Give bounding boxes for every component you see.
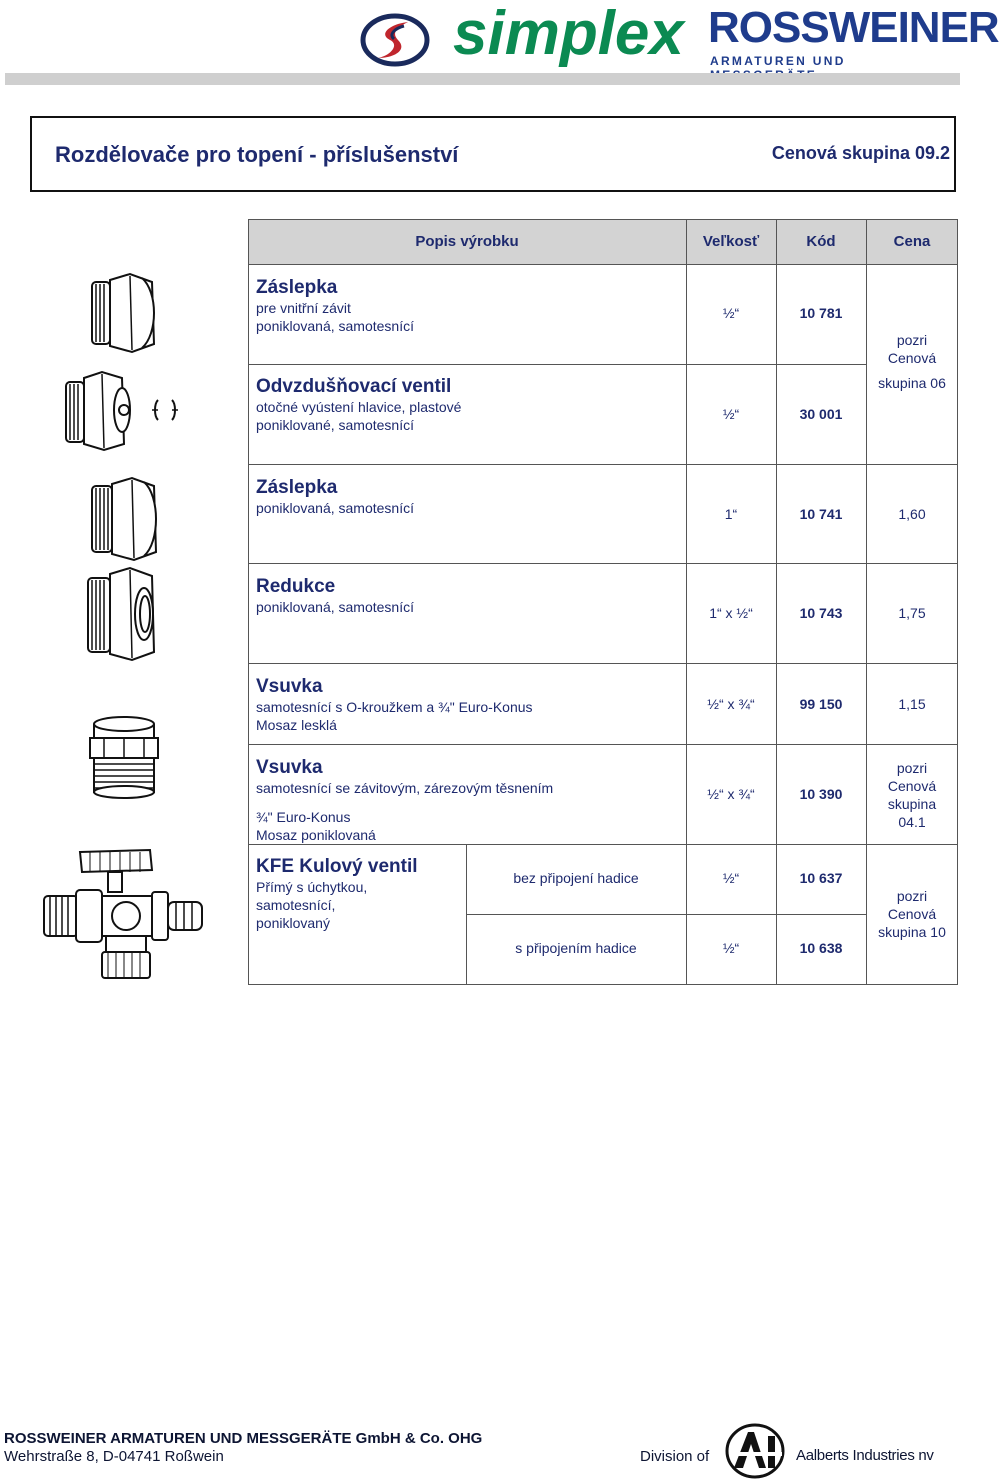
variant-label: bez připojení hadice bbox=[513, 870, 639, 886]
price-ref-line: pozri bbox=[896, 888, 928, 904]
ball-valve-illustration bbox=[40, 846, 206, 982]
product-name: Záslepka bbox=[256, 477, 338, 498]
product-size: 1“ bbox=[724, 506, 738, 522]
product-price: 1,15 bbox=[898, 696, 926, 712]
header-size: Veľkosť bbox=[702, 233, 760, 250]
product-desc: pre vnitřní závit bbox=[256, 300, 351, 316]
product-code: 10 781 bbox=[799, 305, 843, 321]
header-description: Popis výrobku bbox=[415, 233, 519, 250]
nipple-fitting-illustration bbox=[84, 714, 164, 800]
product-code: 10 741 bbox=[799, 506, 843, 522]
product-name: Odvzdušňovací ventil bbox=[256, 376, 452, 397]
header-code: Kód bbox=[806, 233, 836, 250]
product-desc: samotesnící s O-kroužkem a ¾" Euro-Konus bbox=[256, 699, 533, 715]
grid-line bbox=[248, 264, 958, 265]
header-rule bbox=[5, 73, 960, 85]
product-name: KFE Kulový ventil bbox=[256, 856, 418, 877]
grid-line bbox=[466, 844, 467, 985]
price-ref-line: skupina 06 bbox=[878, 375, 946, 391]
grid-line bbox=[248, 219, 249, 985]
product-size: ½“ x ¾“ bbox=[707, 786, 755, 802]
product-size: ½“ x ¾“ bbox=[707, 696, 755, 712]
price-ref-line: 04.1 bbox=[898, 814, 926, 830]
price-ref-line: skupina bbox=[887, 796, 937, 812]
page-title: Rozdělovače pro topení - příslušenství bbox=[55, 142, 459, 167]
product-desc: poniklovaná, samotesnící bbox=[256, 599, 414, 615]
grid-line bbox=[248, 364, 866, 365]
grid-line bbox=[248, 663, 958, 664]
aalberts-logo-icon bbox=[724, 1422, 786, 1480]
product-desc: poniklovaná, samotesnící bbox=[256, 500, 414, 516]
rossweiner-logo bbox=[708, 3, 999, 72]
product-desc: Mosaz lesklá bbox=[256, 717, 337, 733]
simplex-wordmark: simplex bbox=[453, 0, 684, 68]
grid-line bbox=[248, 984, 958, 985]
product-desc: poniklovaná, samotesnící bbox=[256, 318, 414, 334]
price-ref-line: Cenová bbox=[887, 778, 937, 794]
price-ref-line: pozri bbox=[896, 332, 928, 348]
product-code: 10 637 bbox=[799, 870, 843, 886]
product-desc: Přímý s úchytkou, bbox=[256, 879, 368, 895]
product-size: 1“ x ½“ bbox=[709, 605, 753, 621]
product-name: Vsuvka bbox=[256, 757, 323, 778]
product-code: 10 638 bbox=[799, 940, 843, 956]
rossweiner-wordmark: ROSSWEINER bbox=[708, 3, 999, 52]
product-size: ½“ bbox=[722, 870, 740, 886]
product-size: ½“ bbox=[722, 940, 740, 956]
product-desc: Mosaz poniklovaná bbox=[256, 827, 376, 843]
reducer-illustration bbox=[84, 566, 164, 662]
product-name: Záslepka bbox=[256, 277, 338, 298]
grid-line bbox=[248, 563, 958, 564]
grid-line bbox=[248, 744, 958, 745]
product-desc: poniklovaný bbox=[256, 915, 330, 931]
product-code: 99 150 bbox=[799, 696, 843, 712]
product-name: Redukce bbox=[256, 576, 336, 597]
s-emblem-logo bbox=[360, 12, 430, 68]
footer-parent-company: Aalberts Industries nv bbox=[796, 1447, 934, 1464]
price-ref-line: skupina 10 bbox=[878, 924, 946, 940]
rossweiner-subline: ARMATUREN UND bbox=[710, 54, 846, 68]
price-ref-line: pozri bbox=[896, 760, 928, 776]
product-code: 30 001 bbox=[799, 406, 843, 422]
product-price: 1,60 bbox=[898, 506, 926, 522]
footer-division: Division of bbox=[640, 1448, 710, 1465]
product-name: Vsuvka bbox=[256, 676, 323, 697]
variant-label: s připojením hadice bbox=[515, 940, 637, 956]
price-table bbox=[248, 219, 958, 985]
product-desc: poniklované, samotesnící bbox=[256, 417, 414, 433]
product-price: 1,75 bbox=[898, 605, 926, 621]
blank-cap-one-inch-illustration bbox=[86, 476, 166, 562]
grid-line bbox=[248, 219, 958, 220]
header-price: Cena bbox=[893, 233, 931, 250]
grid-line bbox=[248, 464, 958, 465]
grid-line bbox=[248, 844, 958, 845]
footer-address: Wehrstraße 8, D-04741 Roßwein bbox=[4, 1448, 224, 1465]
product-code: 10 743 bbox=[799, 605, 843, 621]
product-desc: samotesnící se závitovým, zárezovým těsnením bbox=[256, 780, 554, 796]
product-desc: samotesnící, bbox=[256, 897, 336, 913]
grid-line bbox=[466, 914, 866, 915]
price-group: Cenová skupina 09.2 bbox=[771, 143, 950, 163]
product-desc: ¾" Euro-Konus bbox=[256, 809, 351, 825]
price-ref-line: Cenová bbox=[887, 350, 937, 366]
blank-cap-half-illustration bbox=[82, 272, 162, 354]
product-desc: otočné vyústení hlavice, plastové bbox=[256, 399, 462, 415]
simplex-logo bbox=[445, 0, 690, 68]
product-code: 10 390 bbox=[799, 786, 843, 802]
footer-company: ROSSWEINER ARMATUREN UND MESSGERÄTE GmbH & Co. OHG bbox=[4, 1430, 483, 1447]
price-ref-line: Cenová bbox=[887, 906, 937, 922]
product-size: ½“ bbox=[722, 305, 740, 321]
air-vent-valve-illustration bbox=[62, 370, 182, 452]
product-size: ½“ bbox=[722, 406, 740, 422]
